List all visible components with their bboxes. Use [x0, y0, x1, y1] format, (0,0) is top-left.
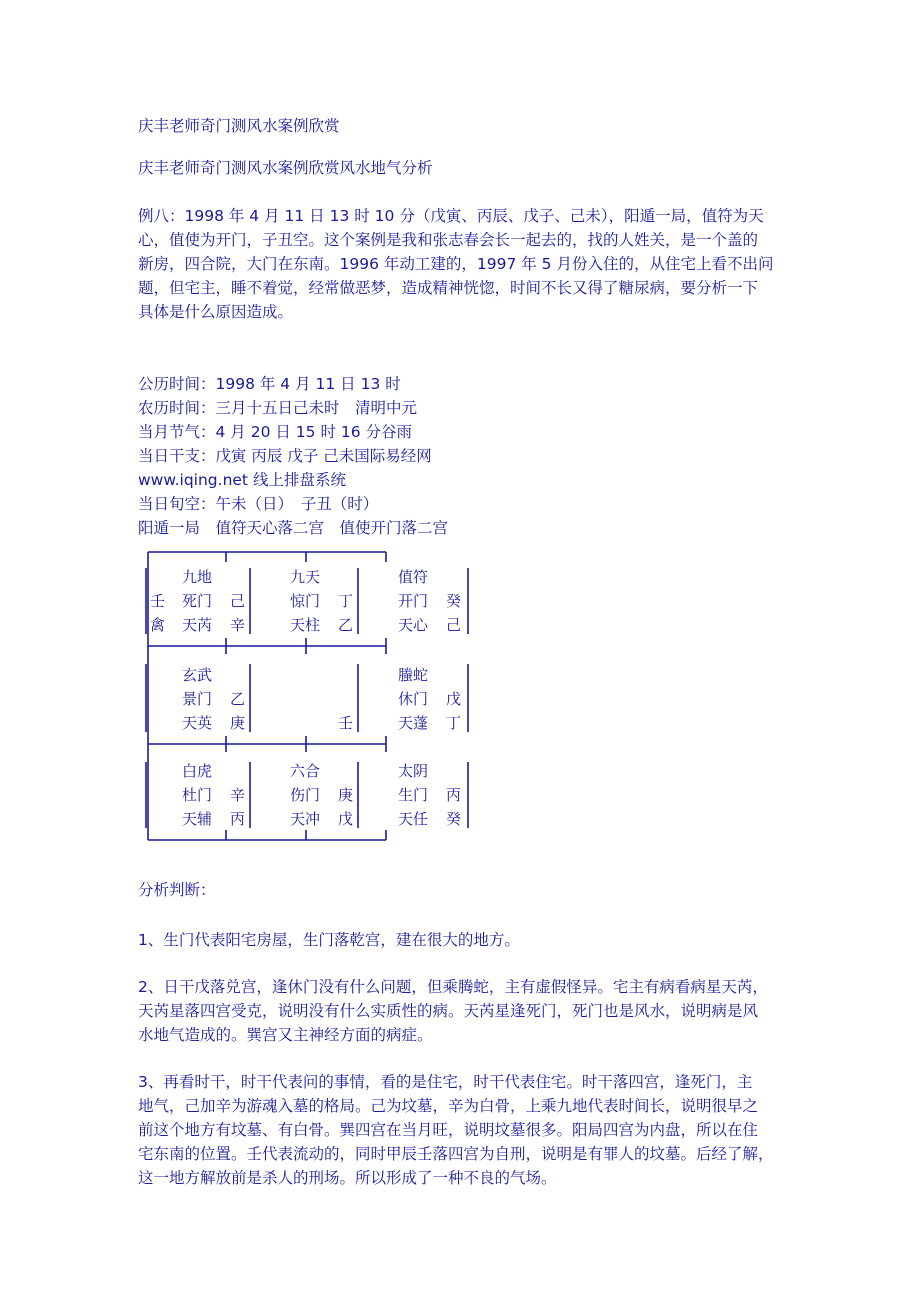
cell2-gate: 惊门 [290, 592, 321, 610]
cell8-star: 天冲 [290, 810, 321, 828]
cell7-star: 天辅 [182, 810, 213, 828]
intro-line: 心，值使为开门，子丑空。这个案例是我和张志春会长一起去的，找的人姓关，是一个盖的 [138, 231, 759, 249]
cell9-god: 太阴 [398, 762, 429, 780]
cell6-star: 天蓬 [398, 714, 429, 732]
cell5-star-stem: 壬 [338, 714, 354, 732]
cell4-star: 天英 [182, 714, 213, 732]
cell7-star-stem: 丙 [230, 810, 246, 828]
cell9-gate-stem: 丙 [446, 786, 462, 804]
cell8-star-stem: 戊 [338, 810, 354, 828]
cell1-star: 天芮 [182, 616, 213, 634]
cell2-gate-stem: 丁 [338, 592, 354, 610]
cell1-gate-stem: 己 [230, 592, 246, 610]
cell9-gate: 生门 [398, 786, 429, 804]
cell1-star-left: 禽 [150, 616, 166, 634]
point2-line: 水地气造成的。巽宫又主神经方面的病症。 [138, 1026, 433, 1044]
point2-line: 2、日干戊落兑宫，逢休门没有什么问题，但乘腾蛇，主有虚假怪异。宅主有病看病星天芮， [138, 978, 768, 996]
info-line: 当日干支：戊寅 丙辰 戊子 己未国际易经网 [138, 447, 432, 465]
cell8-gate-stem: 庚 [338, 786, 354, 804]
analysis-point-3 [138, 1070, 788, 1190]
info-line: www.iqing.net 线上排盘系统 [138, 471, 346, 489]
cell4-gate: 景门 [182, 690, 213, 708]
info-line: 当月节气：4 月 20 日 15 时 16 分谷雨 [138, 423, 413, 441]
point3-line: 这一地方解放前是杀人的刑场。所以形成了一种不良的气场。 [138, 1169, 557, 1187]
cell1-star-stem: 辛 [230, 616, 246, 634]
cell8-gate: 伤门 [290, 786, 321, 804]
cell4-god: 玄武 [182, 666, 213, 684]
intro-line: 题，但宅主，睡不着觉，经常做恶梦，造成精神恍惚，时间不长又得了糖尿病，要分析一下 [138, 279, 759, 297]
intro-line: 具体是什么原因造成。 [138, 303, 294, 321]
info-line: 当日旬空：午未（日） 子丑（时） [138, 495, 379, 513]
cell1-god: 九地 [182, 568, 213, 586]
intro-line: 新房，四合院，大门在东南。1996 年动工建的，1997 年 5 月份入住的，从住宅上看不出问 [138, 255, 774, 273]
point3-line: 3、再看时干，时干代表问的事情，看的是住宅，时干代表住宅。时干落四宫，逢死门，主 [138, 1073, 753, 1091]
point2-line: 天芮星落四宫受克，说明没有什么实质性的病。天芮星逢死门，死门也是风水，说明病是风 [138, 1002, 759, 1020]
analysis-point-1: 1、生门代表阳宅房屋，生门落乾宫，建在很大的地方。 [138, 931, 520, 949]
cell7-gate-stem: 辛 [230, 786, 246, 804]
cell6-gate-stem: 戊 [446, 690, 462, 708]
info-line: 阳遁一局 值符天心落二宫 值使开门落二宫 [138, 519, 449, 537]
intro-line: 例八：1998 年 4 月 11 日 13 时 10 分（戊寅、丙辰、戊子、己未），阳遁一局，值符为天 [138, 207, 764, 225]
cell2-star-stem: 乙 [338, 616, 354, 634]
cell1-left-stem: 壬 [150, 592, 166, 610]
point3-line: 地气，己加辛为游魂入墓的格局。己为坟墓，辛为白骨，上乘九地代表时间长，说明很早之 [138, 1097, 759, 1115]
info-line: 公历时间：1998 年 4 月 11 日 13 时 [138, 375, 401, 393]
doc-subtitle: 庆丰老师奇门测风水案例欣赏风水地气分析 [138, 159, 433, 177]
intro-paragraph [138, 204, 788, 324]
point3-line: 宅东南的位置。壬代表流动的，同时甲辰壬落四宫为自刑，说明是有罪人的坟墓。后经了解， [138, 1145, 774, 1163]
cell4-star-stem: 庚 [230, 714, 246, 732]
cell3-god: 值符 [398, 568, 429, 586]
cell8-god: 六合 [290, 762, 321, 780]
cell2-star: 天柱 [290, 616, 321, 634]
analysis-point-2 [138, 975, 788, 1047]
point3-line: 前这个地方有坟墓、有白骨。巽四宫在当月旺，说明坟墓很多。阳局四宫为内盘，所以在住 [138, 1121, 759, 1139]
cell3-star-stem: 己 [446, 616, 462, 634]
cell6-star-stem: 丁 [446, 714, 462, 732]
cell9-star-stem: 癸 [446, 810, 462, 828]
cell1-gate: 死门 [182, 592, 213, 610]
analysis-heading: 分析判断： [138, 881, 216, 899]
cell7-god: 白虎 [182, 762, 213, 780]
cell6-god: 螣蛇 [398, 666, 429, 684]
cell4-gate-stem: 乙 [230, 690, 246, 708]
doc-title: 庆丰老师奇门测风水案例欣赏 [138, 117, 340, 135]
cell3-gate: 开门 [398, 592, 429, 610]
chart-info [138, 372, 788, 540]
cell9-star: 天任 [398, 810, 429, 828]
info-line: 农历时间：三月十五日己未时 清明中元 [138, 399, 418, 417]
cell6-gate: 休门 [398, 690, 429, 708]
cell7-gate: 杜门 [182, 786, 213, 804]
cell2-god: 九天 [290, 568, 321, 586]
cell3-star: 天心 [398, 616, 429, 634]
cell3-gate-stem: 癸 [446, 592, 462, 610]
qimen-grid [144, 548, 472, 844]
